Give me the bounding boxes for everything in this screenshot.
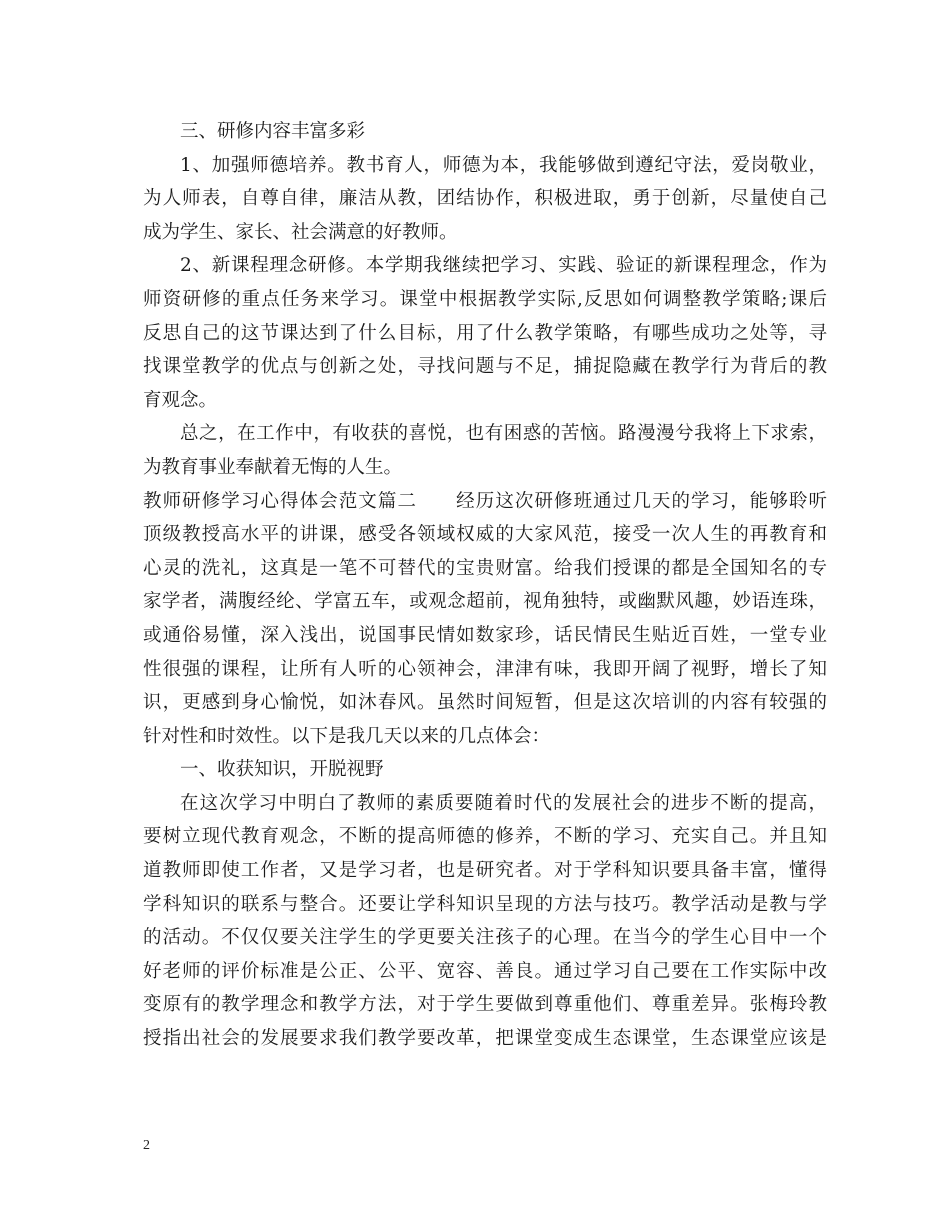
text-line: 道教师即使工作者，又是学习者，也是研究者。对于学科知识要具备丰富，懂得: [143, 860, 827, 882]
text-line: 好老师的评价标准是公正、公平、宽容、善良。通过学习自己要在工作实际中改: [143, 960, 827, 982]
text-line: 师资研修的重点任务来学习。课堂中根据教学实际,反思如何调整教学策略;课后: [143, 288, 827, 310]
text-line: 1、加强师德培养。教书育人，师德为本，我能够做到遵纪守法，爱岗敬业，: [180, 154, 827, 176]
text-line: 在这次学习中明白了教师的素质要随着时代的发展社会的进步不断的提高，: [180, 792, 827, 814]
text-line: 成为学生、家长、社会满意的好教师。: [143, 221, 458, 243]
text-line: 三、研修内容丰富多彩: [180, 121, 366, 142]
text-line: 总之，在工作中，有收获的喜悦，也有困惑的苦恼。路漫漫兮我将上下求索，: [180, 423, 827, 445]
text-line: 2、新课程理念研修。本学期我继续把学习、实践、验证的新课程理念，作为: [180, 255, 827, 277]
text-line: 或通俗易懂，深入浅出，说国事民情如数家珍，话民情民生贴近百姓，一堂专业: [143, 624, 827, 646]
text-line: 心灵的洗礼，这真是一笔不可替代的宝贵财富。给我们授课的都是全国知名的专: [143, 557, 827, 579]
text-line: 教师研修学习心得体会范文篇二 经历这次研修班通过几天的学习，能够聆听: [143, 490, 827, 512]
text-line: 为人师表，自尊自律，廉洁从教，团结协作，积极进取，勇于创新，尽量使自己: [143, 188, 827, 210]
text-line: 找课堂教学的优点与创新之处，寻找问题与不足，捕捉隐藏在教学行为背后的教: [143, 356, 827, 378]
text-line: 顶级教授高水平的讲课，感受各领域权威的大家风范，接受一次人生的再教育和: [143, 524, 827, 546]
page-number: 2: [143, 1138, 150, 1153]
document-body: [143, 115, 827, 1056]
text-line: 为教育事业奉献着无悔的人生。: [143, 456, 403, 478]
text-line: 育观念。: [143, 389, 218, 411]
text-line: 学科知识的联系与整合。还要让学科知识呈现的方法与技巧。教学活动是教与学: [143, 893, 827, 915]
text-line: 针对性和时效性。以下是我几天以来的几点体会：: [143, 725, 551, 747]
text-line: 要树立现代教育观念，不断的提高师德的修养，不断的学习、充实自己。并且知: [143, 826, 827, 848]
text-line: 反思自己的这节课达到了什么目标，用了什么教学策略，有哪些成功之处等，寻: [143, 322, 827, 344]
text-line: 的活动。不仅仅要关注学生的学更要关注孩子的心理。在当今的学生心目中一个: [143, 927, 827, 949]
text-line: 一、收获知识，开脱视野: [180, 759, 384, 781]
text-line: 授指出社会的发展要求我们教学要改革，把课堂变成生态课堂，生态课堂应该是: [143, 1028, 827, 1050]
text-line: 变原有的教学理念和教学方法，对于学生要做到尊重他们、尊重差异。张梅玲教: [143, 994, 827, 1016]
text-line: 识，更感到身心愉悦，如沐春风。虽然时间短暂，但是这次培训的内容有较强的: [143, 692, 827, 714]
text-line: 家学者，满腹经纶、学富五车，或观念超前，视角独特，或幽默风趣，妙语连珠，: [143, 591, 827, 613]
text-line: 性很强的课程，让所有人听的心领神会，津津有味，我即开阔了视野，增长了知: [143, 658, 827, 680]
